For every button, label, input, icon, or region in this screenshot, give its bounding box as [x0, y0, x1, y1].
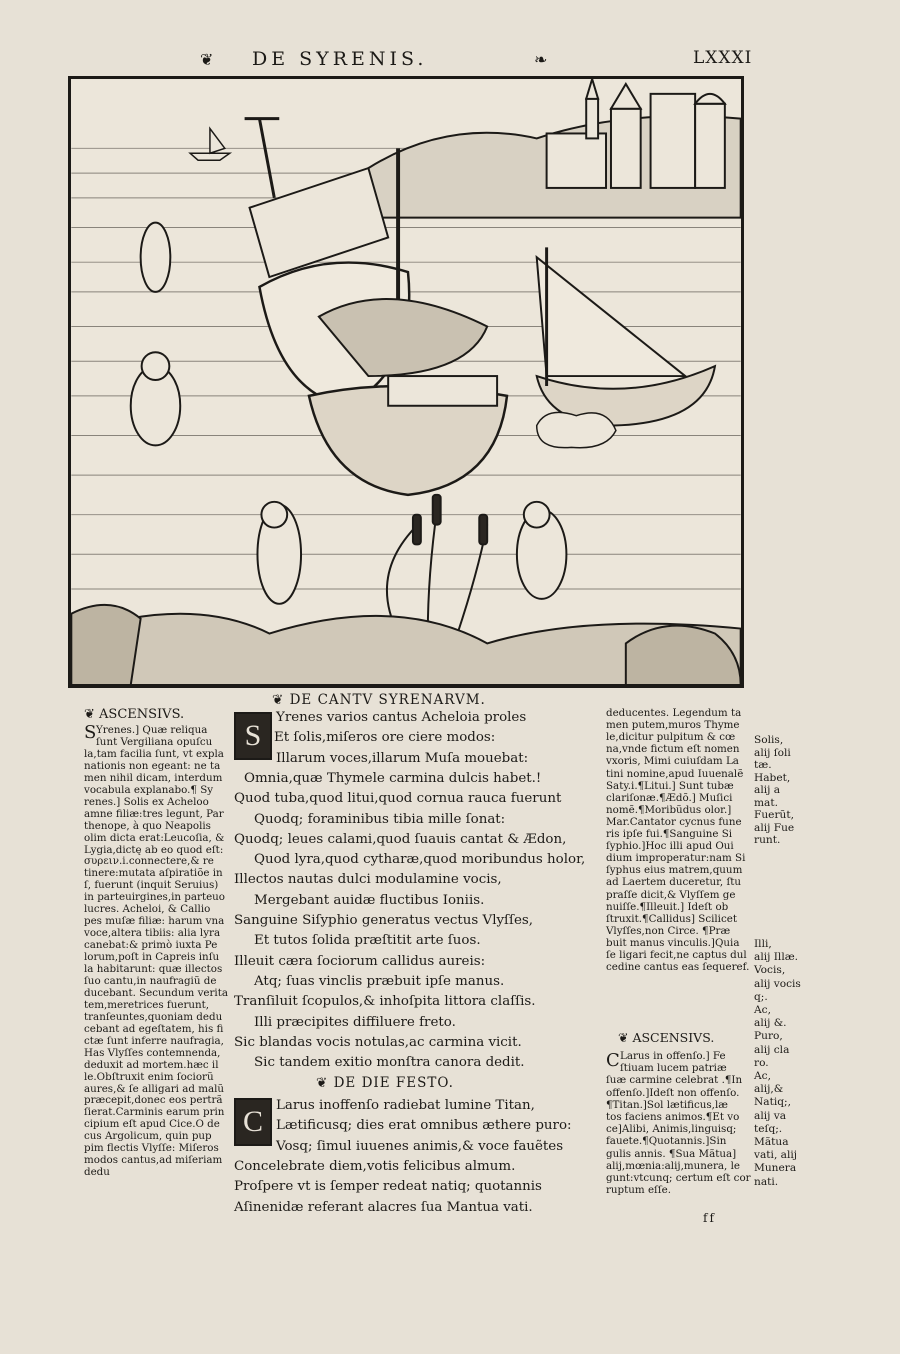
- commentary-line: amne filiæ:tres legunt, Par: [84, 807, 224, 820]
- variant-note: Puro,: [754, 1030, 783, 1043]
- commentary-line: ſtruxit.¶Callidus] Scilicet: [606, 912, 737, 925]
- commentary-line: ſyphus eius matrem,quum: [606, 864, 743, 877]
- ascensius-heading: ❦ ASCENSIVS.: [84, 707, 185, 722]
- commentary-line: Mar.Cantator cycnus fune: [606, 815, 742, 828]
- poem-line: Mergebant auidæ fluctibus Ioniis.: [254, 892, 485, 908]
- commentary-line: offenſo.]Ideſt non offenſo.: [606, 1086, 740, 1099]
- commentary-line: Vlyſſes,non Circe. ¶Præ: [606, 924, 731, 937]
- poem-line: Illarum voces,illarum Muſa mouebat:: [276, 750, 529, 766]
- poem-line: Vosq; ſimul iuuenes animis,& voce fauẽtes: [276, 1138, 564, 1154]
- variant-note: Illi,: [754, 938, 772, 950]
- commentary-line: Yrenes.] Quæ reliqua: [96, 724, 208, 736]
- variant-note: alij ſoli: [754, 746, 791, 759]
- commentary-line: cipium eſt apud Cice.O de: [84, 1118, 220, 1131]
- commentary-line: lucres. Acheloi, & Callio: [84, 903, 211, 916]
- commentary-line: ſ, fuerunt (inquit Seruius): [84, 879, 219, 892]
- commentary-line: nationis non egeant: ne ta: [84, 759, 221, 772]
- poem-line: Illi præcipites diffiluere freto.: [254, 1014, 456, 1030]
- commentary-line: ad Laertem duceretur, ſtu: [606, 876, 742, 889]
- poem-line: Yrenes varios cantus Acheloia proles: [276, 710, 527, 725]
- poem-line: Sic tandem exitio monſtra canora dedit.: [254, 1055, 525, 1071]
- poem-line: Aſinenidæ referant alacres ſua Mantua vati.: [234, 1199, 533, 1215]
- variant-note: Munera: [754, 1162, 797, 1175]
- poem-line: Larus inoffenſo radiebat lumine Titan,: [276, 1098, 535, 1113]
- poem-line: Lætificusq; dies erat omnibus æthere puro:: [276, 1118, 572, 1134]
- variant-note: alij a: [754, 784, 781, 796]
- variant-note: teſq;.: [754, 1122, 783, 1135]
- rock: [71, 605, 140, 685]
- commentary-line: tem,meretrices fuerunt,: [84, 998, 210, 1011]
- commentary-line: nomẽ.¶Moribũdus olor.]: [606, 803, 732, 816]
- commentary-line: gunt:vtcunq; certum eſt cor: [606, 1172, 751, 1184]
- poem-title-festo: ❦ DE DIE FESTO.: [316, 1075, 454, 1091]
- commentary-line: συρειν.i.connectere,& re: [84, 855, 214, 868]
- poem-line: Sic blandas vocis notulas,ac carmina vicit.: [234, 1034, 522, 1050]
- fleuron-icon: ❦: [200, 50, 214, 69]
- variant-note: alij,&: [754, 1083, 784, 1096]
- reeds: [387, 495, 487, 634]
- commentary-line: Saty.i.¶Litui.] Sunt tubæ: [606, 779, 734, 792]
- commentary-line: ſuæ carmine celebrat .¶In: [606, 1074, 743, 1087]
- commentary-line: gulis annis. ¶Sua Mãtua]: [606, 1147, 737, 1160]
- woodcut-illustration: [68, 76, 744, 688]
- commentary-line: clariſonæ.¶Ædõ.] Muſici: [606, 791, 733, 804]
- commentary-line: men nihil dicam, interdum: [84, 771, 223, 784]
- commentary-line: voce,altera tibiis: alia lyra: [84, 927, 221, 940]
- commentary-line: le.Obſtruxit enim ſociorũ: [84, 1070, 214, 1083]
- commentary-line: Lygia,dictę ab eo quod eſt:: [84, 843, 224, 856]
- commentary-line: praſſe dicit,& Vlyſſem ge: [606, 888, 736, 901]
- commentary-line: vocabula explanabo.¶ Sy: [84, 783, 214, 796]
- poem-line: Quodq; leues calami,quod ſuauis cantat & Ædon,: [234, 831, 567, 847]
- running-header: [0, 46, 900, 74]
- commentary-line: ruptum eſſe.: [606, 1184, 672, 1197]
- commentary-line: canebat:& primò iuxta Pe: [84, 939, 218, 952]
- poem-line: Sanguine Siſyphio generatus vectus Vlyſſes,: [234, 913, 534, 928]
- commentary-line: cebant ad egeſtatem, his fi: [84, 1022, 224, 1035]
- commentary-line: cus Argolicum, quin pup: [84, 1130, 212, 1143]
- poem-line: Proſpere vt is ſemper redeat natiq; quotannis: [234, 1179, 542, 1195]
- commentary-line: fauete.¶Quotannis.]Sin: [606, 1135, 727, 1148]
- variant-note: mat.: [754, 796, 778, 809]
- commentary-line: tos faciens animos.¶Et vo: [606, 1111, 740, 1123]
- poem-line: Concelebrate diem,votis felicibus almum.: [234, 1158, 516, 1174]
- commentary-line: la,tam facilia ſunt, vt expla: [84, 747, 224, 760]
- variant-note: alij &.: [754, 1017, 787, 1030]
- variant-note: nati.: [754, 1175, 779, 1188]
- poem-line: Et ſolis,miſeros ore ciere modos:: [274, 730, 496, 746]
- variant-note: alij Fue: [754, 821, 795, 834]
- poem-line: Illectos nautas dulci modulamine vocis,: [234, 872, 502, 888]
- decorated-initial-c: C: [234, 1098, 272, 1146]
- commentary-line: vxoris, Mimi cuiuſdam La: [606, 755, 739, 768]
- commentary-line: in parteuirgines,in parteuo: [84, 891, 226, 904]
- commentary-line: renes.] Solis ex Acheloo: [84, 795, 209, 808]
- broken-mast: [245, 119, 280, 198]
- commentary-line: ctæ ſunt inferre naufragia,: [84, 1034, 224, 1047]
- variant-note: alij cla: [754, 1043, 790, 1056]
- commentary-initial: C: [606, 1050, 620, 1071]
- poem-line: Et tutos ſolida præſtitit arte ſuos.: [254, 933, 481, 949]
- variant-note: alij vocis: [754, 977, 801, 990]
- commentary-line: tranſeuntes,quoniam dedu: [84, 1010, 223, 1023]
- running-title: DE SYRENIS.: [252, 48, 428, 70]
- commentary-line: præcepit,donec eos pertrã: [84, 1094, 223, 1107]
- commentary-line: ſyphio.]Hoc illi apud Oui: [606, 840, 734, 853]
- commentary-line: ſierat.Carminis earum prin: [84, 1106, 225, 1119]
- variant-note: Mãtua: [754, 1136, 789, 1148]
- poem-title-cantu: ❦ DE CANTV SYRENARVM.: [272, 692, 486, 708]
- ascensius-heading-right: ❦ ASCENSIVS.: [618, 1030, 715, 1045]
- poem-line: Quod lyra,quod cytharæ,quod moribundus holor,: [254, 852, 586, 868]
- commentary-line: pim flectis Vlyſſe: Miſeros: [84, 1142, 219, 1155]
- decorated-initial-s: S: [234, 712, 272, 760]
- variant-note: Ac,: [754, 1004, 771, 1016]
- variant-note: q;.: [754, 990, 768, 1003]
- poem-line: Illeuit cæra ſociorum callidus aureis:: [234, 953, 486, 969]
- variant-note: Vocis,: [754, 964, 786, 977]
- poem-line: Atq; ſuas vinclis præbuit ipſe manus.: [254, 973, 505, 989]
- commentary-line: dium improperatur:nam Si: [606, 852, 746, 865]
- folio-number: LXXXI: [693, 48, 753, 68]
- commentary-line: ce]Alibi, Animis,linguisq;: [606, 1123, 737, 1136]
- poem-line: Quod tuba,quod litui,quod cornua rauca fuerunt: [234, 791, 562, 807]
- commentary-line: ſunt Vergiliana opuſcu: [96, 735, 213, 748]
- commentary-line: aures,& ſe alligari ad malũ: [84, 1082, 225, 1095]
- variant-note: Natiq;,: [754, 1096, 791, 1109]
- variant-note: Ac,: [754, 1070, 771, 1082]
- second-ship: [537, 247, 715, 425]
- variant-note: Habet,: [754, 771, 791, 784]
- commentary-line: buit manus vinculis.]Quia: [606, 936, 740, 949]
- variant-note: tæ.: [754, 759, 772, 771]
- poem-line: Quodq; foraminibus tibia mille ſonat:: [254, 811, 506, 827]
- commentary-line: olim dicta erat:Leucoſia, &: [84, 831, 225, 844]
- variant-note: runt.: [754, 834, 781, 846]
- commentary-line: ducebant. Secundum verita: [84, 986, 228, 999]
- variant-note: ro.: [754, 1056, 769, 1069]
- commentary-line: la habitarunt: quæ illectos: [84, 963, 223, 975]
- distant-boat: [190, 129, 230, 161]
- commentary-initial: S: [84, 722, 97, 743]
- commentary-line: Has Vlyſſes contemnenda,: [84, 1046, 221, 1059]
- commentary-line: cedine cantus eas ſequeref.: [606, 961, 750, 974]
- commentary-line: tinere:mutata aſpiratiõe in: [84, 867, 223, 880]
- commentary-line: lorum,poſt in Capreis inſu: [84, 951, 220, 964]
- commentary-line: Larus in offenſo.] Fe: [620, 1050, 726, 1062]
- commentary-line: deducentes. Legendum ta: [606, 707, 742, 719]
- commentary-line: men putem,muros Thyme: [606, 719, 740, 732]
- commentary-line: nuiſſe.¶Illeuit.] Ideſt ob: [606, 900, 729, 913]
- fleuron-icon: ❧: [534, 50, 548, 69]
- poem-line: Tranſiluit ſcopulos,& inhoſpita littora claſſis.: [234, 994, 536, 1010]
- commentary-line: deduxit ad mortem.hæc il: [84, 1058, 219, 1071]
- commentary-line: na,vnde fictum eſt nomen: [606, 743, 740, 756]
- signature-mark: ff: [703, 1211, 716, 1225]
- variant-note: alij va: [754, 1109, 787, 1122]
- variant-note: vati, alij: [754, 1149, 798, 1162]
- commentary-line: dedu: [84, 1166, 110, 1179]
- woodcut-illustration-icon: [71, 79, 741, 685]
- variant-note: alij Illæ.: [754, 951, 799, 964]
- commentary-line: ¶Titan.]Sol lætificus,læ: [606, 1098, 728, 1111]
- variant-note: Fuerũt,: [754, 809, 794, 821]
- commentary-line: ſe ligari fecit,ne captus dul: [606, 949, 747, 961]
- commentary-line: alij,mœnia:alij,munera, le: [606, 1159, 740, 1172]
- commentary-line: ſuo cantu,in naufragiũ de: [84, 974, 217, 987]
- city: [547, 79, 725, 188]
- commentary-line: ſtiuam lucem patriæ: [620, 1062, 727, 1075]
- commentary-line: le,dicitur pulpitum & cœ: [606, 731, 736, 744]
- commentary-line: tini nomine,apud Iuuenalẽ: [606, 767, 744, 780]
- commentary-line: pes muſæ filiæ: harum vna: [84, 915, 225, 928]
- variant-note: Solis,: [754, 734, 784, 746]
- poem-line: Omnia,quæ Thymele carmina dulcis habet.!: [244, 770, 542, 786]
- commentary-line: thenope, à quo Neapolis: [84, 819, 211, 832]
- commentary-line: modos cantus,ad miſeriam: [84, 1154, 223, 1167]
- commentary-line: ris ipſe fui.¶Sanguine Si: [606, 828, 733, 840]
- cloud: [537, 412, 616, 447]
